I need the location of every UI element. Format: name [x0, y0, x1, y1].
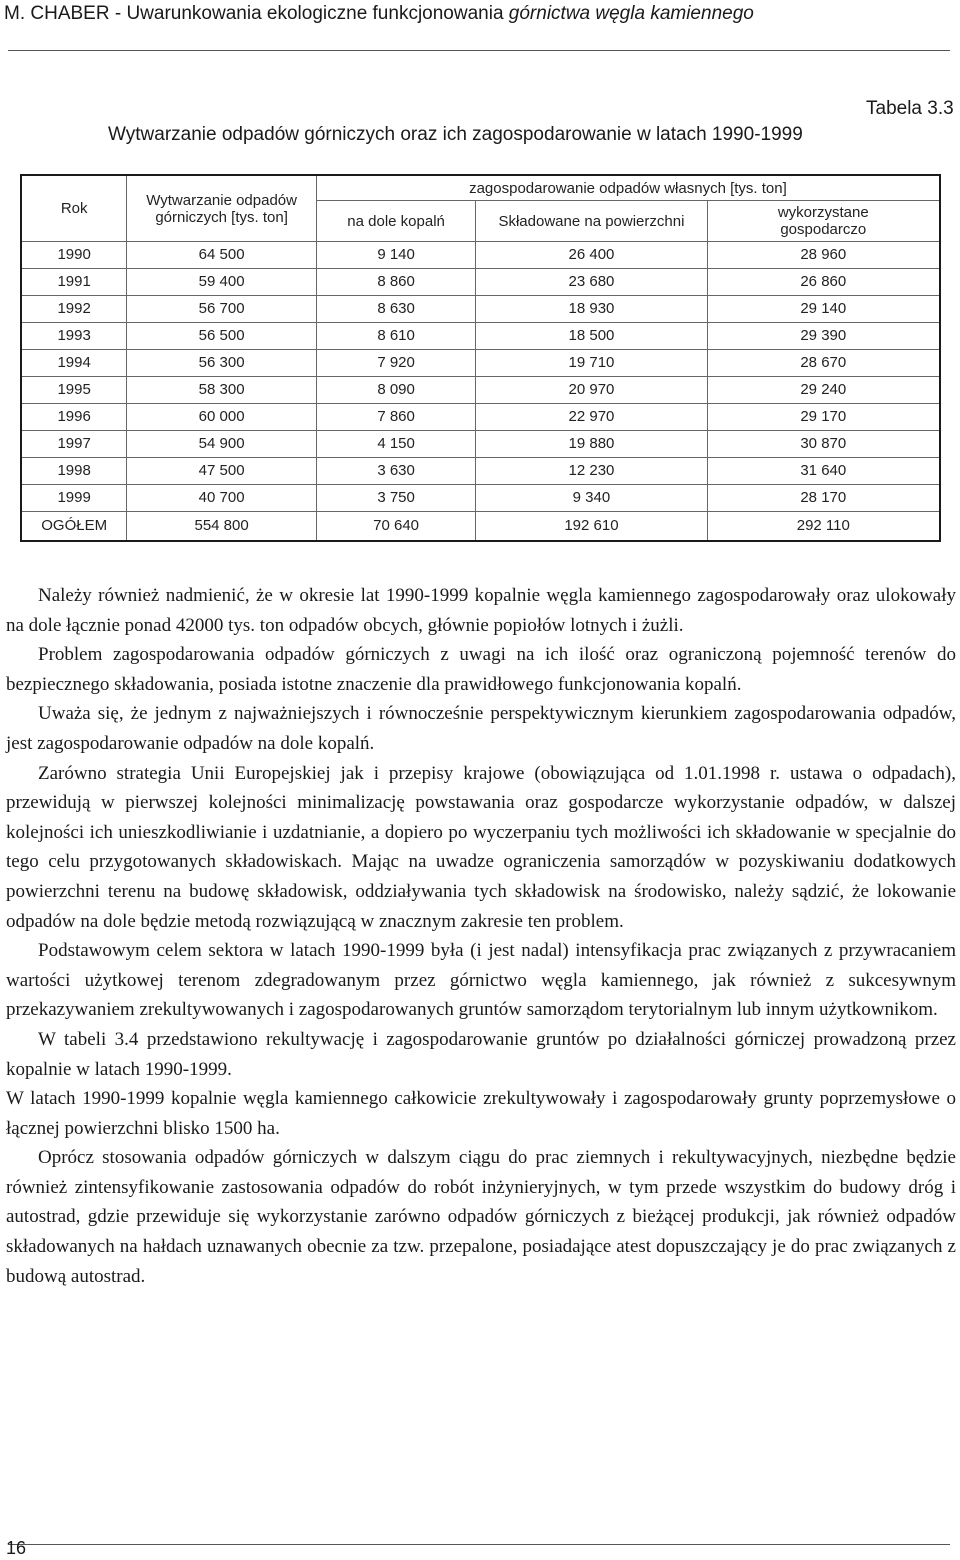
header-zagospodarowanie: zagospodarowanie odpadów własnych [tys. ton]: [316, 175, 940, 201]
table-cell: 7 860: [316, 404, 475, 431]
paragraph: W tabeli 3.4 przedstawiono rekultywację i zagospodarowanie gruntów po działalności górniczej prowadzoną przez kopalnie w latach 1990-1999.: [6, 1028, 956, 1080]
table-cell: 28 960: [707, 242, 940, 269]
table-cell: 1992: [21, 296, 127, 323]
table-cell: 1995: [21, 377, 127, 404]
table-cell: 29 170: [707, 404, 940, 431]
table-cell: 8 860: [316, 269, 475, 296]
table-cell: 64 500: [127, 242, 317, 269]
header-text-italic: górnictwa węgla kamiennego: [508, 3, 754, 24]
table-cell: 1991: [21, 269, 127, 296]
header-wykorzystane: wykorzystane gospodarczo: [707, 201, 940, 242]
header-text: M. CHABER - Uwarunkowania ekologiczne funkcjonowania: [4, 3, 509, 24]
table-cell: 7 920: [316, 350, 475, 377]
table-cell: 12 230: [476, 458, 707, 485]
paragraph: Problem zagospodarowania odpadów górniczych z uwagi na ich ilość oraz ograniczoną pojemność terenów do bezpiecznego składowania, posiada istotne znaczenie dla prawidłowego funkcjonowania kopalń.: [6, 644, 956, 695]
table-cell: 40 700: [127, 485, 317, 512]
table-cell: 1999: [21, 485, 127, 512]
table-cell: 1994: [21, 350, 127, 377]
table-cell: 1997: [21, 431, 127, 458]
table-cell: 23 680: [476, 269, 707, 296]
table-row: [21, 296, 940, 323]
table-cell: 54 900: [127, 431, 317, 458]
table-cell: 9 340: [476, 485, 707, 512]
table-cell: 28 170: [707, 485, 940, 512]
running-header: [4, 0, 950, 28]
table-cell: 19 880: [476, 431, 707, 458]
table-row: [21, 404, 940, 431]
header-rule: [8, 50, 950, 51]
table-cell: 31 640: [707, 458, 940, 485]
table-total-cell: 292 110: [707, 512, 940, 542]
table-cell: 1996: [21, 404, 127, 431]
table-cell: 56 700: [127, 296, 317, 323]
table-cell: 26 400: [476, 242, 707, 269]
table-cell: 1990: [21, 242, 127, 269]
body-text: [6, 581, 956, 1291]
paragraph: Oprócz stosowania odpadów górniczych w dalszym ciągu do prac ziemnych i rekultywacyjnych, niezbędne będzie również zintensyfikowanie zastosowania odpadów do robót inżynieryjnych, w tym przede wszystkim do budowy dróg i autostrad, gdzie przewiduje się wykorzystanie zarówno odpadów górniczych z bieżącej produkcji, jak również odpadów składowanych na hałdach uznawanych obecnie za tzw. przepalone, posiadające atest dopuszczający je do prac związanych z budową autostrad.: [6, 1147, 956, 1287]
table-cell: 59 400: [127, 269, 317, 296]
paragraph: Uważa się, że jednym z najważniejszych i równocześnie perspektywicznym kierunkiem zagospodarowania odpadów, jest zagospodarowanie odpadów na dole kopalń.: [6, 703, 956, 754]
table-cell: 22 970: [476, 404, 707, 431]
header-skladowane: Składowane na powierzchni: [476, 201, 707, 242]
table-cell: 9 140: [316, 242, 475, 269]
table-cell: 30 870: [707, 431, 940, 458]
page-number: 16: [6, 1538, 27, 1558]
table-total-cell: 70 640: [316, 512, 475, 542]
table-cell: 4 150: [316, 431, 475, 458]
table-cell: 1993: [21, 323, 127, 350]
paragraph: W latach 1990-1999 kopalnie węgla kamiennego całkowicie zrekultywowały i zagospodarowały grunty poprzemysłowe o łącznej powierzchni blisko 1500 ha.: [6, 1088, 956, 1139]
paragraph: Podstawowym celem sektora w latach 1990-1999 była (i jest nadal) intensyfikacja prac związanych z przywracaniem wartości użytkowej terenom zdegradowanym przez górnictwo węgla kamiennego, jak również z sukcesywnym przekazywaniem zrekultywowanych i zagospodarowanych gruntów samorządom terytorialnym lub innym użytkownikom.: [6, 940, 956, 1021]
table-row: [21, 350, 940, 377]
table-cell: 1998: [21, 458, 127, 485]
table-row: [21, 269, 940, 296]
table-row: [21, 485, 940, 512]
header-wytwarzanie: Wytwarzanie odpadów górniczych [tys. ton]: [127, 175, 317, 242]
table-cell: 28 670: [707, 350, 940, 377]
table-cell: 29 240: [707, 377, 940, 404]
table-cell: 8 090: [316, 377, 475, 404]
table-cell: 8 630: [316, 296, 475, 323]
table-total-row: [21, 512, 940, 542]
table-total-cell: OGÓŁEM: [21, 512, 127, 542]
table-cell: 29 140: [707, 296, 940, 323]
table-cell: 20 970: [476, 377, 707, 404]
table-title: Wytwarzanie odpadów górniczych oraz ich zagospodarowanie w latach 1990-1999: [108, 124, 803, 145]
header-rok: Rok: [21, 175, 127, 242]
table-row: [21, 242, 940, 269]
table-cell: 3 630: [316, 458, 475, 485]
table-number: Tabela 3.3: [866, 98, 954, 119]
waste-table: [20, 174, 941, 542]
footer-rule: [8, 1544, 950, 1545]
header-na-dole: na dole kopalń: [316, 201, 475, 242]
table-total-cell: 192 610: [476, 512, 707, 542]
table-cell: 56 500: [127, 323, 317, 350]
table-row: [21, 323, 940, 350]
table-row: [21, 458, 940, 485]
table-cell: 26 860: [707, 269, 940, 296]
table-row: [21, 431, 940, 458]
table-cell: 58 300: [127, 377, 317, 404]
table-cell: 60 000: [127, 404, 317, 431]
table-row: [21, 377, 940, 404]
paragraph: Zarówno strategia Unii Europejskiej jak i przepisy krajowe (obowiązująca od 1.01.1998 r. ustawa o odpadach), przewidują w pierwszej kolejności minimalizację powstawania oraz gospodarcze wykorzystanie odpadów, w dalszej kolejności ich unieszkodliwianie i uzdatnianie, a dopiero po wyczerpaniu tych możliwości ich składowanie w specjalnie do tego celu przygotowanych składowiskach. Mając na uwadze ograniczenia samorządów w pozyskiwaniu dodatkowych powierzchni terenu na budowę składowisk, oddziaływania tych składowisk na środowisko, należy sądzić, że lokowanie odpadów na dole będzie metodą rozwiązującą w znacznym zakresie ten problem.: [6, 762, 956, 932]
table-cell: 3 750: [316, 485, 475, 512]
table-cell: 47 500: [127, 458, 317, 485]
table-cell: 29 390: [707, 323, 940, 350]
table-body: [21, 242, 940, 542]
table-cell: 8 610: [316, 323, 475, 350]
table-cell: 19 710: [476, 350, 707, 377]
table-cell: 18 930: [476, 296, 707, 323]
paragraph: Należy również nadmienić, że w okresie lat 1990-1999 kopalnie węgla kamiennego zagospodarowały oraz ulokowały na dole łącznie ponad 42000 tys. ton odpadów obcych, głównie popiołów lotnych i żużli.: [6, 585, 956, 636]
table-total-cell: 554 800: [127, 512, 317, 542]
table-cell: 18 500: [476, 323, 707, 350]
table-cell: 56 300: [127, 350, 317, 377]
